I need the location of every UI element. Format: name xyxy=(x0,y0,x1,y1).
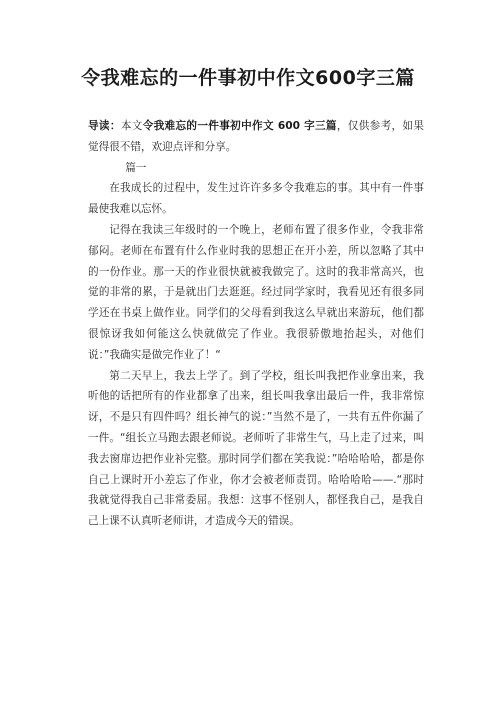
intro-text-after: ，仅供参考，如果觉得很不错，欢迎点评和分享。 xyxy=(88,120,425,153)
intro-label: 导读： xyxy=(88,120,121,132)
intro-text-before: 本文 xyxy=(120,120,143,132)
body-paragraph-1: 在我成长的过程中，发生过许许多多令我难忘的事。其中有一件事最使我难以忘怀。 xyxy=(88,182,424,216)
document-title: 令我难忘的一件事初中作文600字三篇 xyxy=(81,67,415,89)
section-label: 篇一 xyxy=(125,161,147,174)
body-paragraph-3: 第二天早上，我去上学了。到了学校，组长叫我把作业拿出来，我听他的话把所有的作业都拿了出来，组长叫我拿出最后一件，我非常惊讶，不是只有四件吗？组长神气的说：”当然不是了，一共有五件你漏了一件。“组长立马跑去跟老师说。老师听了非常生气，马上走了过来，叫我去窗扉边把作业补完整。那时同学们都在笑我说：”哈哈哈哈，都是你自己上课时开小差忘了作业，你才会被老师责罚。哈哈哈哈——.“那时我就觉得我自己非常委屈。我想：这事不怪别人，都怪我自己，是我自己上课不认真听老师讲，才造成今天的错误。 xyxy=(88,369,424,528)
body-paragraph-2: 记得在我读三年级时的一个晚上，老师布置了很多作业，令我非常郁闷。老师在布置有什么作业时我的思想正在开小差，所以忽略了其中的一份作业。那一天的作业很快就被我做完了。这时的我非常高兴，也觉的非常的累，于是就出门去逛逛。经过同学家时，我看见还有很多同学还在书桌上做作业。同学们的父母看到我这么早就出来游玩，他们都很惊讶我如何能这么快就做完了作业。我很骄傲地抬起头，对他们说：”我确实是做完作业了！“ xyxy=(88,223,424,361)
document-body xyxy=(88,116,424,532)
intro-highlight: 令我难忘的一件事初中作文 600 字三篇 xyxy=(142,120,337,132)
intro-paragraph xyxy=(88,116,424,158)
